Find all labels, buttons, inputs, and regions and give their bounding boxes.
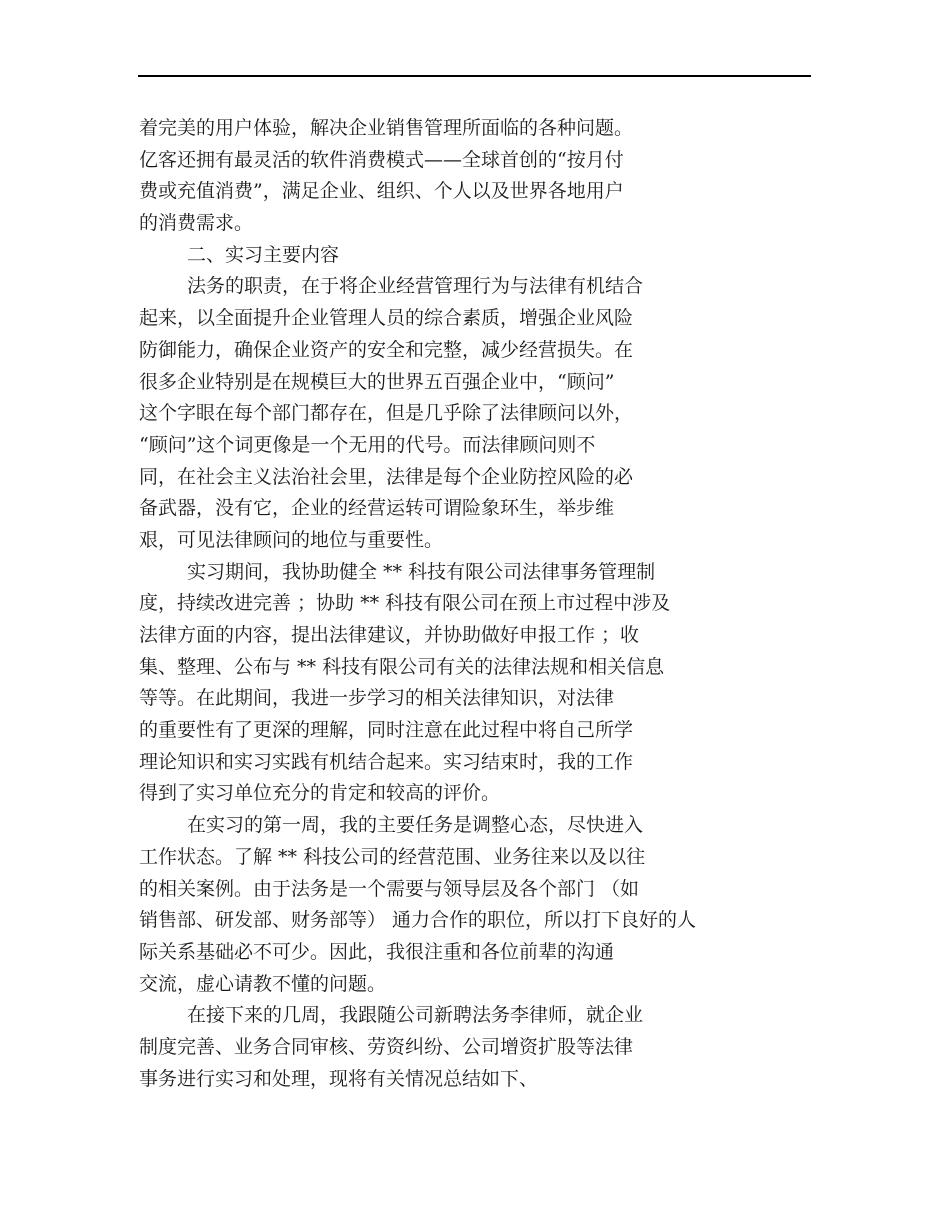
text-line: “顾问”这个词更像是一个无用的代号。而法律顾问则不 — [139, 433, 596, 456]
text-line: 交流，虚心请教不懂的问题。 — [139, 972, 387, 995]
text-line: 工作状态。了解 ** 科技公司的经营范围、业务往来以及以往 — [139, 845, 646, 868]
text-line: 度，持续改进完善 ；协助 ** 科技有限公司在预上市过程中涉及 — [139, 592, 671, 615]
text-line: 法律方面的内容，提出法律建议，并协助做好申报工作 ；收 — [139, 624, 640, 646]
text-line: 的相关案例。由于法务是一个需要与领导层及各个部门 （如 — [139, 877, 640, 900]
text-line: 同，在社会主义法治社会里，法律是每个企业防控风险的必 — [139, 465, 634, 488]
text-line: 法务的职责，在于将企业经营管理行为与法律有机结合 — [187, 275, 644, 298]
text-line: 起来，以全面提升企业管理人员的综合素质，增强企业风险 — [139, 307, 634, 330]
text-line: 销售部、研发部、财务部等） 通力合作的职位，所以打下良好的人 — [139, 909, 697, 932]
text-line: 很多企业特别是在规模巨大的世界五百强企业中，“顾问” — [139, 370, 615, 393]
text-line: 实习期间，我协助健全 ** 科技有限公司法律事务管理制 — [187, 560, 656, 583]
text-line: 着完美的用户体验，解决企业销售管理所面临的各种问题。 — [139, 117, 634, 139]
text-line: 备武器，没有它，企业的经营运转可谓险象环生，举步维 — [139, 497, 615, 520]
text-line: 制度完善、业务合同审核、劳资纠纷、公司增资扩股等法律 — [139, 1035, 634, 1058]
text-line: 的消费需求。 — [139, 212, 254, 235]
document-body — [139, 113, 819, 1095]
text-line: 艰，可见法律顾问的地位与重要性。 — [139, 528, 444, 551]
header-rule — [138, 75, 811, 77]
text-line: 防御能力，确保企业资产的安全和完整，减少经营损失。在 — [139, 338, 634, 361]
text-line: 的重要性有了更深的理解，同时注意在此过程中将自己所学 — [139, 719, 634, 742]
text-line: 这个字眼在每个部门都存在，但是几乎除了法律顾问以外， — [139, 402, 634, 425]
text-line: 理论知识和实习实践有机结合起来。实习结束时，我的工作 — [139, 750, 634, 773]
text-line: 集、整理、公布与 ** 科技有限公司有关的法律法规和相关信息 — [139, 655, 665, 678]
text-line: 亿客还拥有最灵活的软件消费模式——全球首创的“按月付 — [139, 148, 624, 171]
text-line: 际关系基础必不可少。因此，我很注重和各位前辈的沟通 — [139, 940, 615, 963]
text-line: 得到了实习单位充分的肯定和较高的评价。 — [139, 782, 501, 805]
section-heading: 二、实习主要内容 — [187, 243, 340, 266]
text-line: 在接下来的几周，我跟随公司新聘法务李律师，就企业 — [187, 1004, 644, 1027]
text-line: 等等。在此期间，我进一步学习的相关法律知识，对法律 — [139, 687, 615, 710]
text-line: 事务进行实习和处理，现将有关情况总结如下、 — [139, 1067, 539, 1090]
text-line: 在实习的第一周，我的主要任务是调整心态，尽快进入 — [187, 814, 644, 837]
text-line: 费或充值消费”，满足企业、组织、个人以及世界各地用户 — [139, 180, 624, 203]
